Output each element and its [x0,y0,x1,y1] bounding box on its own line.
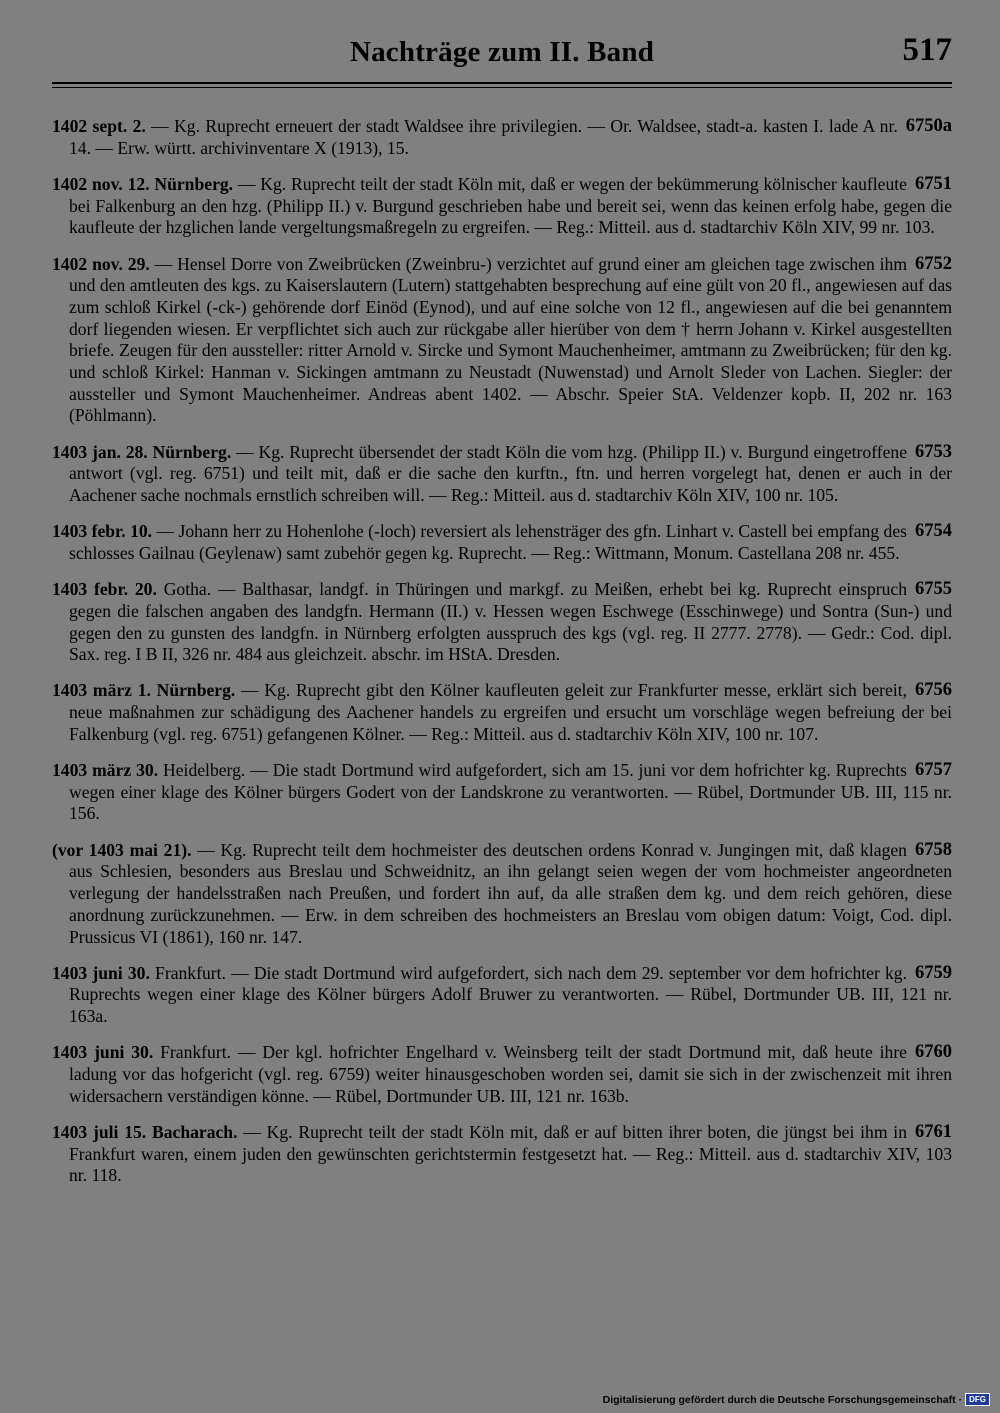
regest-date: 1403 märz 1. Nürnberg. [52,680,242,701]
regest-date: 1402 sept. 2. [52,116,152,136]
regest-entry [52,680,952,745]
regest-text: Frankfurt. — Die stadt Dortmund wird aufgefordert, sich nach dem 29. september vor dem hofrichter kg. Ruprechts wegen einer klage des Kölner bürgers Adolf Bruwer zu verantworten. — Rübel, Dortmunder UB. III, 121 nr. 163a. [69,962,952,1027]
regest-entry [52,1042,952,1107]
credit-separator: · [958,1393,963,1406]
regest-number: 6753 [915,441,952,462]
regest-number: 6750a [905,116,952,136]
regest-text: — Kg. Ruprecht teilt der stadt Köln mit, daß er auf bitten ihrer boten, die jüngst bei ihm in Frankfurt waren, einem juden den gewünschten gerichtstermin festgesetzt hat. — Reg.: Mitteil. aus d. stadtarchiv XIV, 103 nr. 118. [69,1121,952,1186]
regest-text: — Kg. Ruprecht erneuert der stadt Waldsee ihre privilegien. — Or. Waldsee, stadt-a. kasten I. lade A nr. 14. — Erw. württ. archivinventare X (1913), 15. [69,116,898,158]
regesta-list [52,116,952,1202]
page-title: Nachträge zum II. Band [349,36,655,68]
regest-number: 6751 [915,173,952,194]
regest-number: 6760 [915,1042,952,1063]
regest-number: 6754 [915,521,952,542]
regest-date: 1403 juni 30. [52,1042,161,1063]
regest-number: 6757 [915,760,952,781]
header-rule [52,82,952,84]
regest-entry [52,579,952,666]
regest-text: Gotha. — Balthasar, landgf. in Thüringen und markgf. zu Meißen, erhebt bei kg. Ruprecht einspruch gegen die falschen angaben des landgfn. Hermann (II.) v. Hessen wegen Eschwege (Esschinwege) und Sontra (Sun-) und gegen den zu gunsten des landgfn. in Nürnberg erfolgten ausspruch des kgs (vgl. reg. II 2777. 2778). — Gedr.: Cod. dipl. Sax. reg. I B II, 326 nr. 484 aus gleichzeit. abschr. im HStA. Dresden. [69,579,952,665]
digitization-credit [603,1393,990,1406]
regest-text: — Kg. Ruprecht teilt der stadt Köln mit, daß er wegen der bekümmerung kölnischer kaufleute bei Falkenburg an den hzg. (Philipp II.) v. Burgund geschrieben habe und bereit sei, wenn das keinen erfolg habe, gegen die kaufleute der hzglichen lande vergeltungsmaßregeln zu ergreifen. — Reg.: Mitteil. aus d. stadtarchiv Köln XIV, 99 nr. 103. [69,173,952,238]
regest-text: Frankfurt. — Der kgl. hofrichter Engelhard v. Weinsberg teilt der stadt Dortmund mit, daß heute ihre ladung vor das hofgericht (vgl. reg. 6759) weiter hinausgeschoben worden sei, damit sie sich in der zwischenzeit mit ihren widersachern verständigen könne. — Rübel, Dortmunder UB. III, 121 nr. 163b. [69,1042,952,1106]
page-number: 517 [902,32,952,68]
regest-number: 6761 [915,1121,952,1142]
regest-entry [52,116,952,159]
regest-date: 1402 nov. 12. Nürnberg. [52,173,238,194]
regest-date: 1403 jan. 28. Nürnberg. [52,441,237,462]
header-rule-thin [52,87,952,88]
regest-date: 1403 febr. 10. [52,521,157,542]
page-header [52,30,952,80]
regest-text: — Hensel Dorre von Zweibrücken (Zweinbru-) verzichtet auf grund einer am gleichen tage zwischen ihm und den amtleuten des kgs. zu Kaiserslautern (Lutern) stattgehabten besprechung auf eine gült von 20 fl., angewiesen auf das zum schloß Kirkel (-ck-) gehörende dorf Einöd (Eynod), und auf eine solche von 12 fl., angewiesen auf die bei genanntem dorf liegenden wiesen. Er verpflichtet sich auch zur rückgabe aller hierüber von dem † herrn Johann v. Kirkel ausgestellten briefe. Zeugen für den aussteller: ritter Arnold v. Sircke und Symont Mauchenheimer, amtmann zu Zweibrücken; für den kg. und schloß Kirkel: Hanman v. Sickingen amtmann zu Neustadt (Nuwenstad) und Arnolt Sleder von Lachen. Siegler: der aussteller und Symont Mauchenheimer. Andreas abent 1402. — Abschr. Speier StA. Veldenzer kopb. II, 202 nr. 163 (Pöhlmann). [69,253,952,426]
regest-date: 1403 märz 30. [52,760,164,781]
regest-entry [52,442,952,507]
regest-date: 1403 juli 15. Bacharach. [52,1121,244,1142]
regest-entry [52,254,952,428]
regest-entry [52,760,952,825]
regest-text: — Kg. Ruprecht gibt den Kölner kaufleuten geleit zur Frankfurter messe, erklärt sich bereit, neue maßnahmen zur schädigung des Aachener handels zu ergreifen und ersucht um vorschläge wegen befreiung der bei Falkenburg (vgl. reg. 6751) gefangenen Kölner. — Reg.: Mitteil. aus d. stadtarchiv Köln XIV, 100 nr. 107. [69,680,952,744]
regest-entry [52,1122,952,1187]
regest-number: 6752 [915,253,952,274]
regest-text: Heidelberg. — Die stadt Dortmund wird aufgefordert, sich am 15. juni vor dem hofrichter kg. Ruprechts wegen einer klage des Kölner bürgers Godert von der Landskrone zu verantworten. — Rübel, Dortmunder UB. III, 115 nr. 156. [69,760,952,824]
regest-number: 6756 [915,680,952,701]
regest-date: 1402 nov. 29. [52,253,155,274]
regest-entry [52,521,952,564]
regest-text: — Johann herr zu Hohenlohe (-loch) reversiert als lehensträger des gfn. Linhart v. Castell bei empfang des schlosses Gailnau (Geylenaw) samt zubehör gegen kg. Ruprecht. — Reg.: Wittmann, Monum. Castellana 208 nr. 455. [69,521,908,563]
regest-date: (vor 1403 mai 21). [52,839,198,860]
regest-date: 1403 febr. 20. [52,579,164,600]
regest-number: 6759 [915,962,952,983]
regest-entry [52,963,952,1028]
regest-text: — Kg. Ruprecht übersendet der stadt Köln die vom hzg. (Philipp II.) v. Burgund eingetroffene antwort (vgl. reg. 6751) und teilt mit, daß er die sache den kurftn., ftn. und herren vorgelegt hat, denen er auch in der Aachener sache nochmals ernstlich schreiben will. — Reg.: Mitteil. aus d. stadtarchiv Köln XIV, 100 nr. 105. [69,441,952,506]
regest-text: — Kg. Ruprecht teilt dem hochmeister des deutschen ordens Konrad v. Jungingen mit, daß klagen aus Schlesien, besonders aus Breslau und Schweidnitz, an ihn gelangt seien wegen der vom hochmeister angeordneten verlegung der handelsstraßen nach Preußen, und fordert ihn auf, da alle straßen dem kg. und dem reich gehören, diese anordnung zurückzunehmen. — Erw. in dem schreiben des hochmeisters an Breslau vom obigen datum: Voigt, Cod. dipl. Prussicus VI (1861), 160 nr. 147. [69,839,952,947]
regest-date: 1403 juni 30. [52,962,156,983]
dfg-logo: DFG [965,1393,990,1406]
regest-number: 6758 [915,839,952,860]
regest-entry [52,840,952,949]
regest-number: 6755 [915,579,952,600]
credit-text: Digitalisierung gefördert durch die Deutsche Forschungsgemeinschaft [602,1393,956,1406]
regest-entry [52,174,952,239]
